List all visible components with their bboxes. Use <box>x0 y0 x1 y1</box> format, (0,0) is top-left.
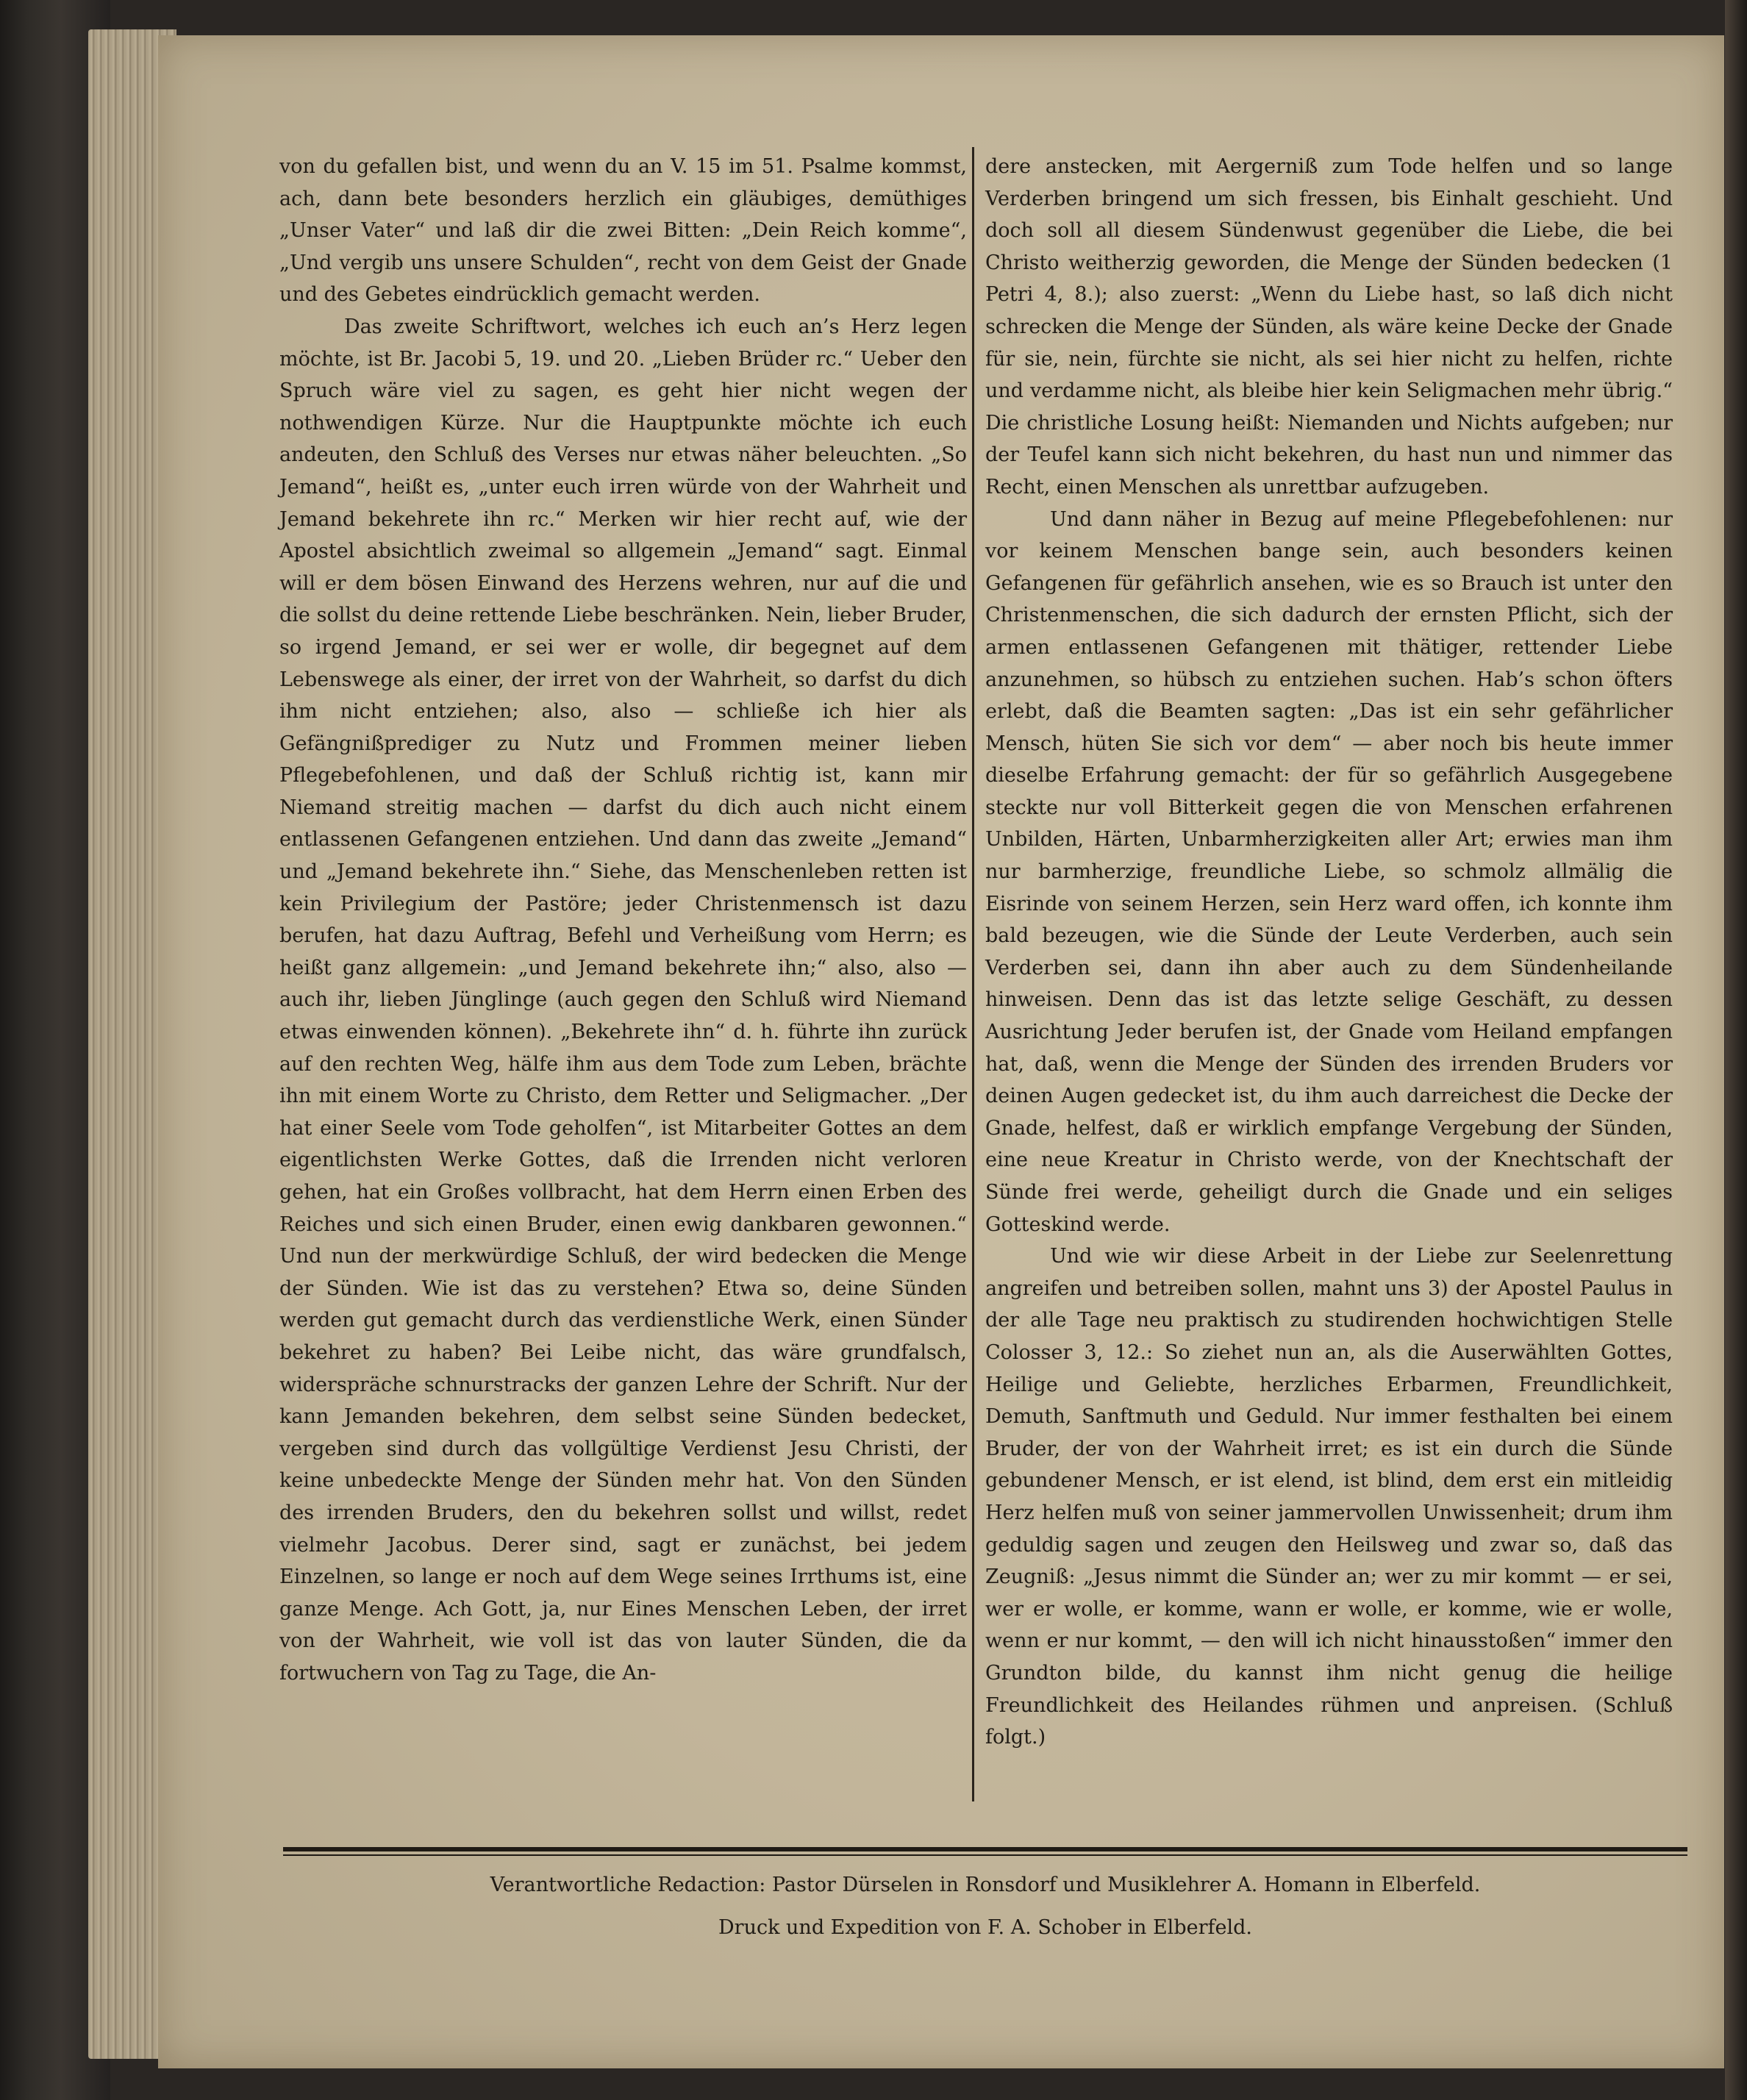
right-paragraph-3: Und wie wir diese Arbeit in der Liebe zur Seelenrettung angreifen und betreiben sollen, mahnt uns 3) der Apostel Paulus in der alle Tage neu praktisch zu studirenden hochwichtigen Stelle Colosser 3, 12.: So ziehet nun an, als die Auserwählten Gottes, Heilige und Geliebte, herzliches Erbarmen, Freundlichkeit, Demuth, Sanftmuth und Geduld. Nur immer festhalten bei einem Bruder, der von der Wahrheit irret; es ist ein durch die Sünde gebundener Mensch, er ist elend, ist blind, dem erst ein mitleidig Herz helfen muß von seiner jammervollen Unwissenheit; drum ihm geduldig sagen und zeugen den Heilsweg und zwar so, daß das Zeugniß: „Jesus nimmt die Sünder an; wer zu mir kommt — er sei, wer er wolle, er komme, wann er wolle, er komme, wie er wolle, wenn er nur kommt, — den will ich nicht hinausstoßen“ immer den Grundton bilde, du kannst ihm nicht genug die heilige Freundlichkeit des Heilandes rühmen und anpreisen. (Schluß folgt.) <box>985 1245 1673 1749</box>
imprint-editors: Verantwortliche Redaction: Pastor Dürselen in Ronsdorf und Musiklehrer A. Homann in Elberfeld. <box>490 1874 1481 1896</box>
left-paragraph-2: Das zweite Schriftwort, welches ich euch an’s Herz legen möchte, ist Br. Jacobi 5, 19. und 20. „Lieben Brüder rc.“ Ueber den Spruch wäre viel zu sagen, es geht hier nicht wegen der nothwendigen Kürze. Nur die Hauptpunkte möchte ich euch andeuten, den Schluß des Verses nur etwas näher beleuchten. „So Jemand“, heißt es, „unter euch irren würde von der Wahrheit und Jemand bekehrete ihn rc.“ Merken wir hier recht auf, wie der Apostel absichtlich zweimal so allgemein „Jemand“ sagt. Einmal will er dem bösen Einwand des Herzens wehren, nur auf die und die sollst du deine rettende Liebe beschränken. Nein, lieber Bruder, so irgend Jemand, er sei wer er wolle, dir begegnet auf dem Lebenswege als einer, der irret von der Wahrheit, so darfst du dich ihm nicht entziehen; also, also — schließe ich hier als Gefängnißprediger zu Nutz und Frommen meiner lieben Pflegebefohlenen, und daß der Schluß richtig ist, kann mir Niemand streitig machen — darfst du dich auch nicht einem entlassenen Gefangenen entziehen. Und dann das zweite „Jemand“ und „Jemand bekehrete ihn.“ Siehe, das Menschenleben retten ist kein Privilegium der Pastöre; jeder Christenmensch ist dazu berufen, hat dazu Auftrag, Befehl und Verheißung vom Herrn; es heißt ganz allgemein: „und Jemand bekehrete ihn;“ also, also — auch ihr, lieben Jünglinge (auch gegen den Schluß wird Niemand etwas einwenden können). „Bekehrete ihn“ d. h. führte ihn zurück auf den rechten Weg, hälfe ihm aus dem Tode zum Leben, brächte ihn mit einem Worte zu Christo, dem Retter und Seligmacher. „Der hat einer Seele vom Tode geholfen“, ist Mitarbeiter Gottes an dem eigentlichsten Werke Gottes, daß die Irrenden nicht verloren gehen, hat ein Großes vollbracht, hat dem Herrn einen Erben des Reiches und sich einen Bruder, einen ewig dankbaren gewonnen.“ Und nun der merkwürdige Schluß, der wird bedecken die Menge der Sünden. Wie ist das zu verstehen? Etwa so, deine Sünden werden gut gemacht durch das verdienstliche Werk, einen Sünder bekehret zu haben? Bei Leibe nicht, das wäre grundfalsch, widerspräche schnurstracks der ganzen Lehre der Schrift. Nur der kann Jemanden bekehren, dem selbst seine Sünden bedecket, vergeben sind durch das vollgültige Verdienst Jesu Christi, der keine unbedeckte Menge der Sünden mehr hat. Von den Sünden des irrenden Bruders, den du bekehren sollst und willst, redet vielmehr Jacobus. Derer sind, sagt er zunächst, bei jedem Einzelnen, so lange er noch auf dem Wege seines Irrthums ist, eine ganze Menge. Ach Gott, ja, nur Eines Menschen Leben, der irret von der Wahrheit, wie voll ist das von lauter Sünden, die da fortwuchern von Tag zu Tage, die An- <box>279 315 967 1685</box>
imprint-printer: Druck und Expedition von F. A. Schober in Elberfeld. <box>718 1916 1252 1939</box>
left-paragraph-1: von du gefallen bist, und wenn du an V. 15 im 51. Psalme kommst, ach, dann bete besonders herzlich ein gläubiges, demüthiges „Unser Vater“ und laß dir die zwei Bitten: „Dein Reich komme“, „Und vergib uns unsere Schulden“, recht von dem Geist der Gnade und des Gebetes eindrücklich gemacht werden. <box>279 155 967 307</box>
right-paragraph-1: dere anstecken, mit Aergerniß zum Tode helfen und so lange Verderben bringend um sich fressen, bis Einhalt geschieht. Und doch soll all diesem Sündenwust gegenüber die Liebe, die bei Christo weitherzig geworden, die Menge der Sünden bedecken (1 Petri 4, 8.); also zuerst: „Wenn du Liebe hast, so laß dich nicht schrecken die Menge der Sünden, als wäre keine Decke der Gnade für sie, nein, fürchte sie nicht, als sei hier nicht zu helfen, richte und verdamme nicht, als bleibe hier kein Seligmachen mehr übrig.“ Die christliche Losung heißt: Niemanden und Nichts aufgeben; nur der Teufel kann sich nicht bekehren, du hast nun und nimmer das Recht, einen Menschen als unrettbar aufzugeben. <box>985 155 1673 499</box>
right-paragraph-2: Und dann näher in Bezug auf meine Pflegebefohlenen: nur vor keinem Menschen bange sein, auch besonders keinen Gefangenen für gefährlich ansehen, wie es so Brauch ist unter den Christenmenschen, die sich dadurch der ernsten Pflicht, sich der armen entlassenen Gefangenen mit thätiger, rettender Liebe anzunehmen, so hübsch zu entziehen suchen. Hab’s schon öfters erlebt, daß die Beamten sagten: „Das ist ein sehr gefährlicher Mensch, hüten Sie sich vor dem“ — aber noch bis heute immer dieselbe Erfahrung gemacht: der für so gefährlich Ausgegebene steckte nur voll Bitterkeit gegen die von Menschen erfahrenen Unbilden, Härten, Unbarmherzigkeiten aller Art; erwies man ihm nur barmherzige, freundliche Liebe, so schmolz allmälig die Eisrinde von seinem Herzen, sein Herz ward offen, ich konnte ihm bald bezeugen, wie die Sünde der Leute Verderben, auch sein Verderben sei, dann ihn aber auch zu dem Sündenheilande hinweisen. Denn das ist das letzte selige Geschäft, zu dessen Ausrichtung Jeder berufen ist, der Gnade vom Heiland empfangen hat, daß, wenn die Menge der Sünden des irrenden Bruders vor deinen Augen gedecket ist, du ihm auch darreichest die Decke der Gnade, helfest, daß er wirklich empfange Vergebung der Sünden, eine neue Kreatur in Christo werde, von der Knechtschaft der Sünde frei werde, geheiligt durch die Gnade und ein seliges Gotteskind werde. <box>985 507 1673 1236</box>
footer-rule-thin <box>283 1854 1687 1856</box>
right-shadow <box>1725 0 1747 2100</box>
footer-rule-thick <box>283 1847 1687 1851</box>
left-text-column <box>279 151 967 1842</box>
column-divider <box>972 147 974 1801</box>
right-text-column <box>985 151 1673 1842</box>
